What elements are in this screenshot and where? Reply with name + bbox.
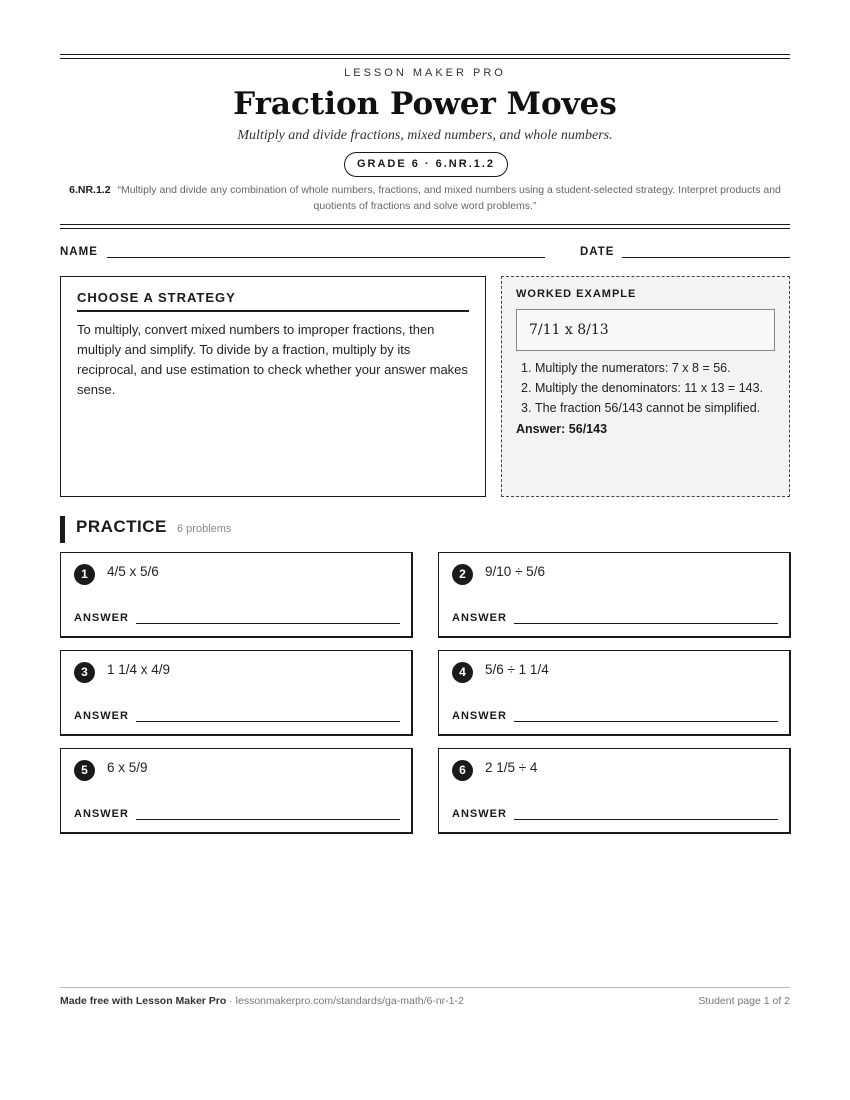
answer-field[interactable] [136,623,400,624]
worked-example-title: WORKED EXAMPLE [516,288,637,300]
standard-text: “Multiply and divide any combination of whole numbers, fractions, and mixed numbers using a student-selected strategy. Interpret products and quotients of fractions and solve word problems.” [117,184,781,212]
worked-example-problem: 7/11 x 8/13 [516,309,775,351]
footer-separator: · [226,995,236,1007]
problem-number-badge: 2 [452,564,473,585]
page-subtitle: Multiply and divide fractions, mixed numbers, and whole numbers. [237,128,613,143]
footer-made-with: Made free with Lesson Maker Pro [60,995,227,1007]
problem-number-badge: 3 [74,662,95,683]
strategy-title: CHOOSE A STRATEGY [77,290,469,312]
practice-accent-bar [60,516,65,543]
standard-description [60,182,790,214]
answer-field[interactable] [514,721,778,722]
problem-expression: 4/5 x 5/6 [107,564,159,579]
answer-field[interactable] [136,721,400,722]
strategy-panel [60,276,486,497]
problem-card-4 [438,650,791,736]
practice-title: PRACTICE [76,517,167,536]
answer-field[interactable] [514,819,778,820]
date-field[interactable] [622,257,790,258]
problem-card-1 [60,552,413,638]
problem-card-6 [438,748,791,834]
worked-example-answer: Answer: 56/143 [516,422,608,436]
answer-label: ANSWER [74,808,129,820]
problem-number-badge: 1 [74,564,95,585]
problem-card-3 [60,650,413,736]
footer-credit [60,995,464,1007]
problem-number-badge: 6 [452,760,473,781]
page-title: Fraction Power Moves [233,86,617,122]
problem-number-badge: 5 [74,760,95,781]
standard-code: 6.NR.1.2 [69,184,111,196]
answer-label: ANSWER [452,612,507,624]
problem-expression: 5/6 ÷ 1 1/4 [485,662,549,677]
brand-name: LESSON MAKER PRO [344,67,506,79]
problem-expression: 9/10 ÷ 5/6 [485,564,545,579]
practice-count: 6 problems [177,523,232,535]
problem-card-5 [60,748,413,834]
problem-expression: 6 x 5/9 [107,760,148,775]
answer-field[interactable] [514,623,778,624]
footer-rule [60,987,790,988]
answer-label: ANSWER [452,808,507,820]
name-field[interactable] [107,257,545,258]
problem-card-2 [438,552,791,638]
worked-example-panel [501,276,790,497]
worksheet-page [60,0,790,1100]
grade-badge: GRADE 6 · 6.NR.1.2 [344,152,508,177]
header-bottom-rule [60,224,790,229]
problem-expression: 1 1/4 x 4/9 [107,662,171,677]
header-top-rule [60,54,790,59]
footer-url[interactable]: lessonmakerpro.com/standards/ga-math/6-nr-1-2 [235,995,464,1007]
answer-label: ANSWER [74,612,129,624]
footer-page-info: Student page 1 of 2 [698,995,790,1007]
answer-label: ANSWER [452,710,507,722]
strategy-text: To multiply, convert mixed numbers to improper fractions, then multiply and simplify. To divide by a fraction, multiply by its reciprocal, and use estimation to check whether your answer makes sense. [77,322,468,397]
date-label: DATE [580,246,615,258]
answer-label: ANSWER [74,710,129,722]
worked-example-steps [516,358,775,418]
worked-example-step: 1. Multiply the numerators: 7 x 8 = 56. [521,361,731,375]
worked-example-step: 3. The fraction 56/143 cannot be simplified. [521,401,761,415]
answer-field[interactable] [136,819,400,820]
name-label: NAME [60,246,98,258]
problem-number-badge: 4 [452,662,473,683]
problem-expression: 2 1/5 ÷ 4 [485,760,538,775]
worked-example-step: 2. Multiply the denominators: 11 x 13 = 143. [521,381,764,395]
